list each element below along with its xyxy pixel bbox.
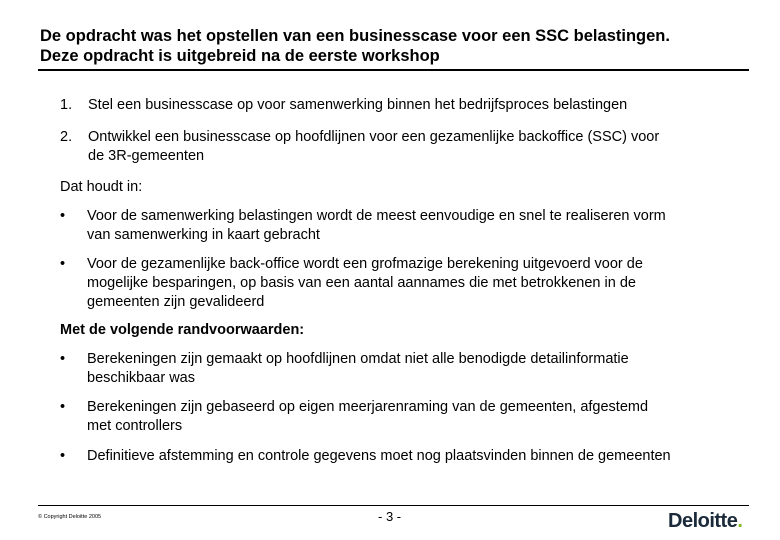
bullet-symbol: • (60, 256, 66, 272)
section-heading-dat-houdt-in: Dat houdt in: (60, 179, 143, 195)
copyright-notice: © Copyright Deloitte 2005 (38, 514, 102, 520)
bullet-text-line: met controllers (87, 418, 183, 434)
item-text (88, 128, 738, 166)
bullet-text (87, 350, 735, 388)
bullet-text-line: van samenwerking in kaart gebracht (87, 227, 320, 243)
bullet-text (87, 398, 735, 436)
bullet-symbol: • (60, 448, 66, 464)
bullet-text-line: Voor de gezamenlijke back-office wordt een grofmazige berekening uitgevoerd voor de (87, 256, 643, 272)
bullet-text-line: gemeenten zijn gevalideerd (87, 294, 265, 310)
bullet-text-line: mogelijke besparingen, op basis van een aantal aannames die met betrokkenen in de (87, 275, 636, 291)
title-line-1: De opdracht was het opstellen van een businesscase voor een SSC belastingen. (40, 27, 670, 45)
bullet-text-line: Berekeningen zijn gebaseerd op eigen meerjarenraming van de gemeenten, afgestemd (87, 399, 649, 415)
item-text-line: Ontwikkel een businesscase op hoofdlijnen voor een gezamenlijke backoffice (SSC) voor (88, 129, 660, 145)
logo-dot: . (737, 510, 743, 532)
footer-divider (38, 505, 749, 506)
bullet-symbol: • (60, 208, 66, 224)
item-number: 2. (60, 129, 73, 145)
item-number: 1. (60, 97, 73, 113)
bullet-text (87, 255, 735, 312)
bullet-text (87, 447, 735, 466)
title-line-2: Deze opdracht is uitgebreid na de eerste workshop (40, 47, 440, 65)
item-text: Stel een businesscase op voor samenwerking binnen het bedrijfsproces belastingen (88, 97, 628, 113)
item-text-line: de 3R-gemeenten (88, 148, 205, 164)
deloitte-logo (668, 510, 742, 533)
logo-text: Deloitte (668, 510, 738, 532)
bullet-text (87, 207, 735, 245)
bullet-text-line: beschikbaar was (87, 370, 195, 386)
bullet-symbol: • (60, 399, 66, 415)
bullet-text-line: Voor de samenwerking belastingen wordt de meest eenvoudige en snel te realiseren vorm (87, 208, 666, 224)
bullet-text-line: Berekeningen zijn gemaakt op hoofdlijnen omdat niet alle benodigde detailinformatie (87, 351, 629, 367)
bullet-symbol: • (60, 351, 66, 367)
section-heading-randvoorwaarden: Met de volgende randvoorwaarden: (60, 322, 305, 338)
bullet-text-line: Definitieve afstemming en controle gegevens moet nog plaatsvinden binnen de gemeenten (87, 448, 671, 464)
page-number: - 3 - (378, 509, 402, 524)
